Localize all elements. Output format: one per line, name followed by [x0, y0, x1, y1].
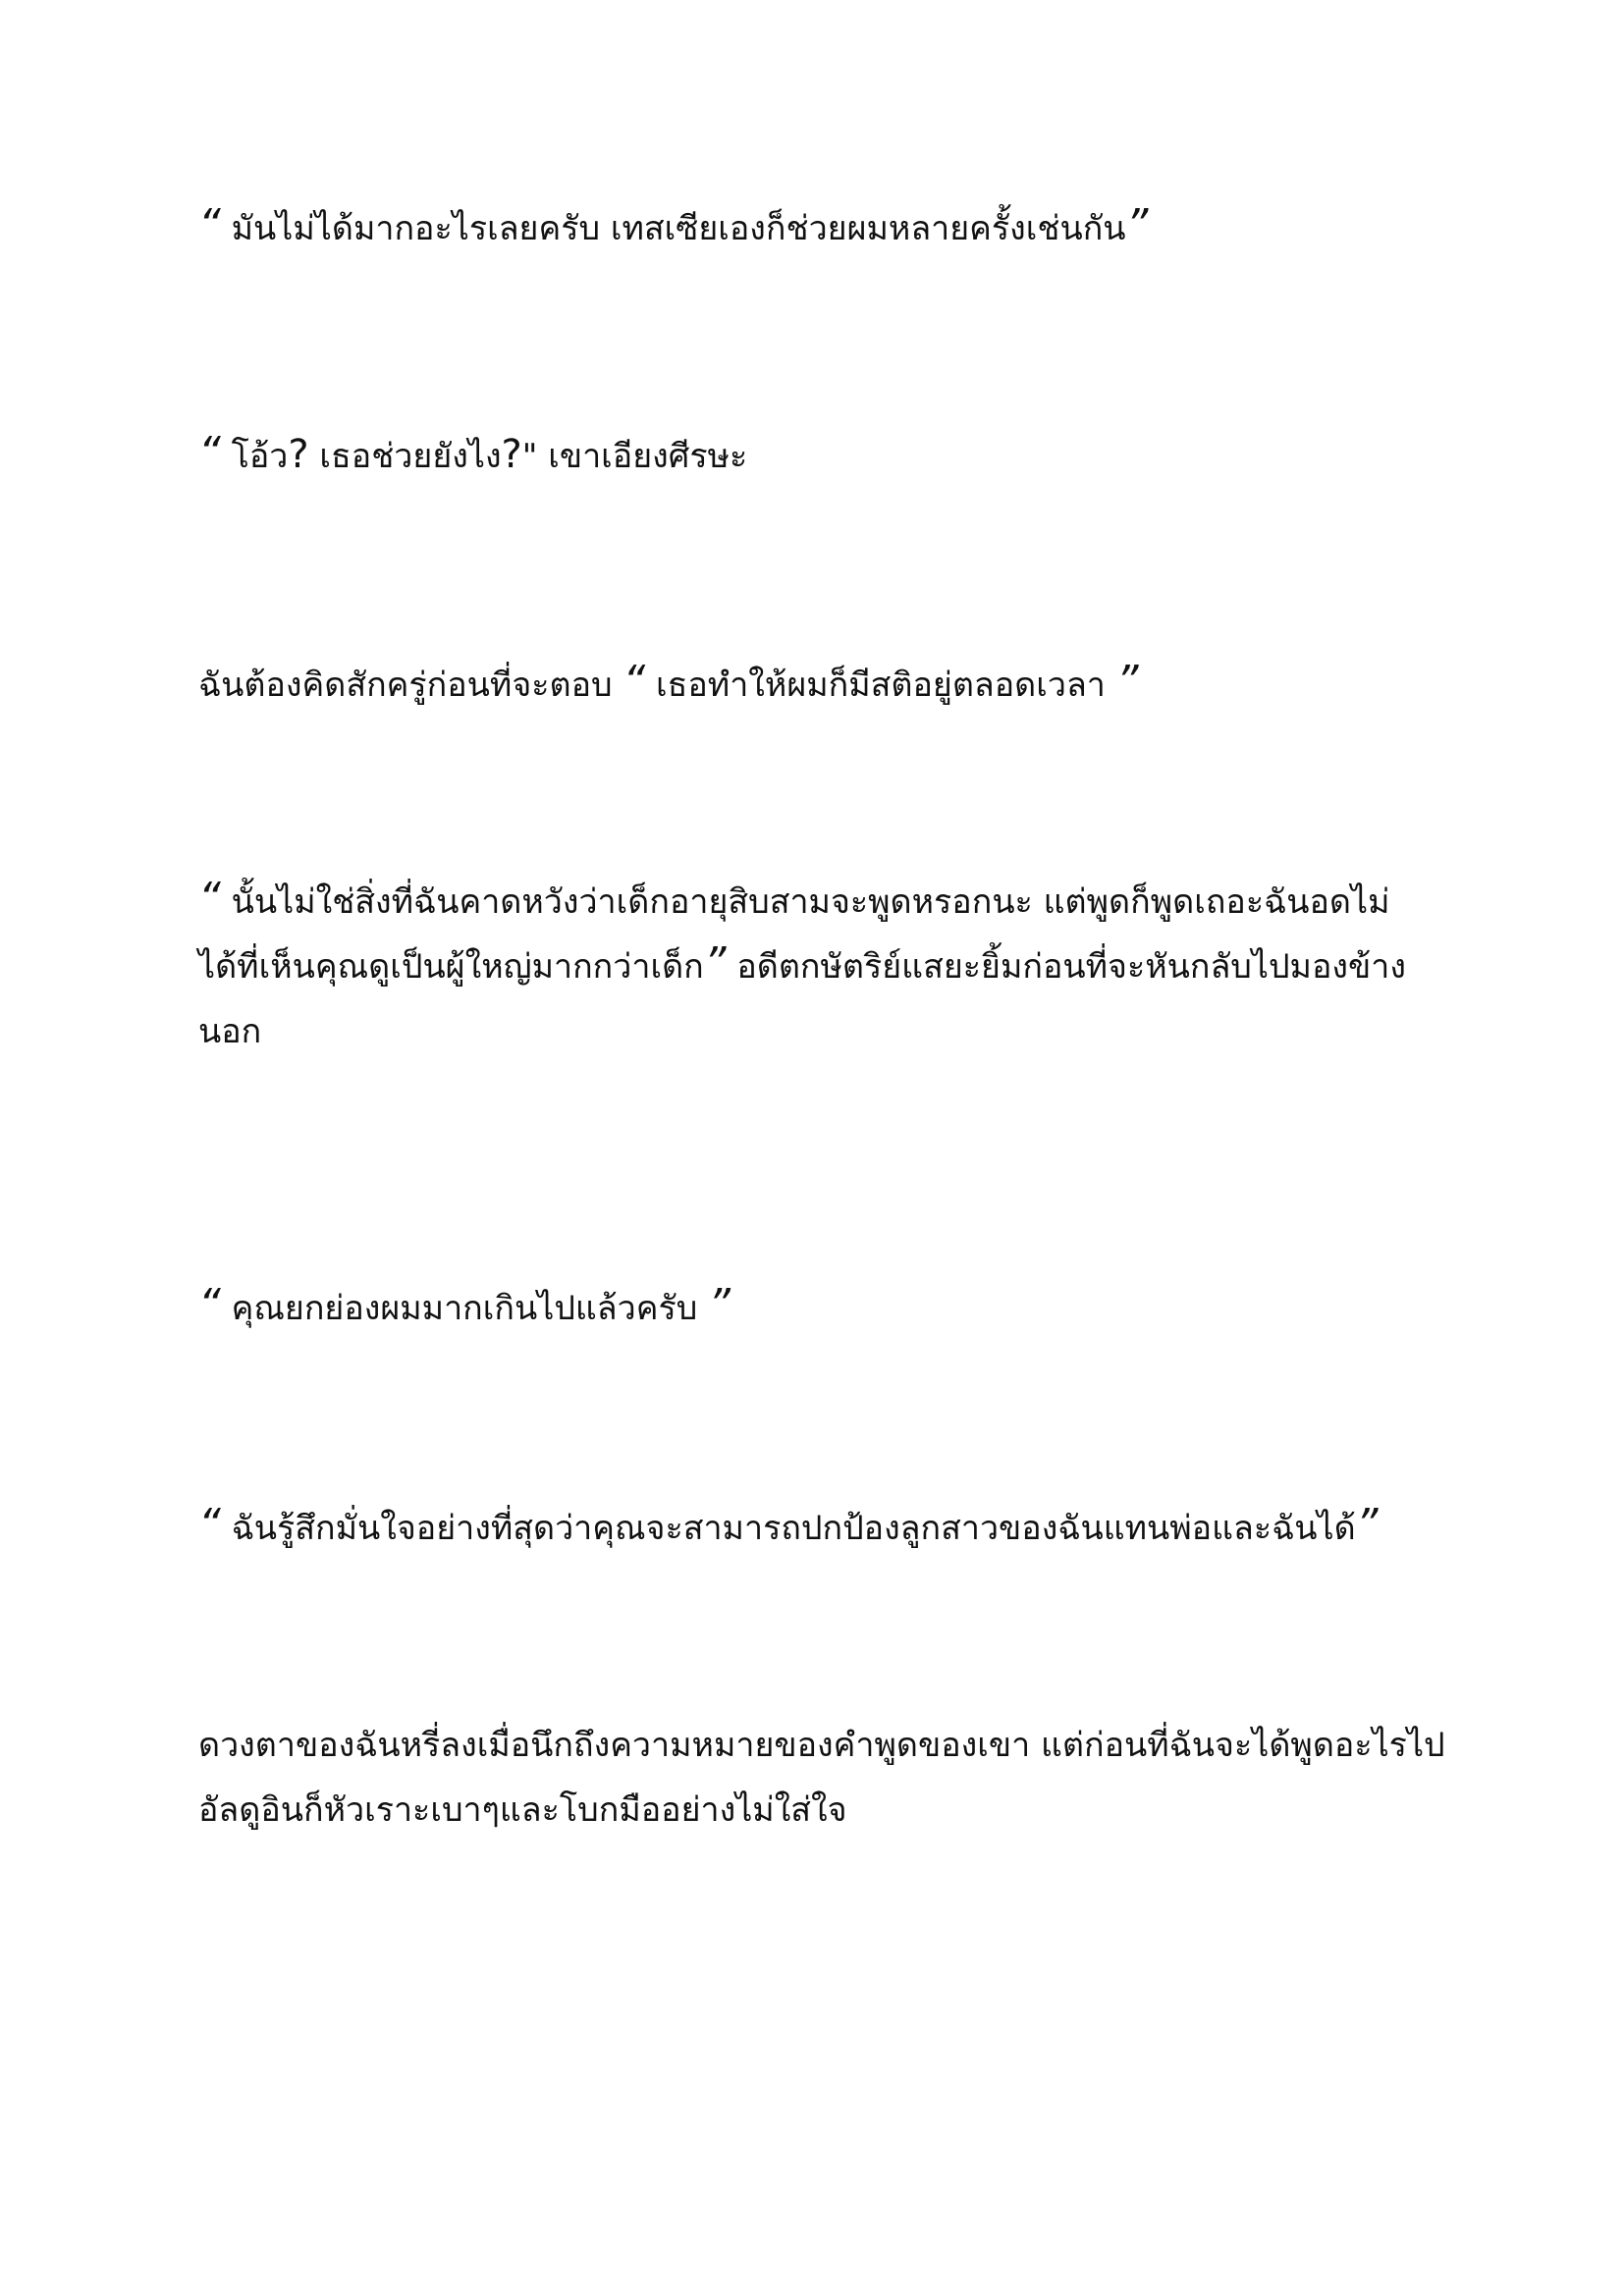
close-quote: ”	[1125, 200, 1149, 250]
paragraph-text-part1: โอ้ว	[220, 437, 289, 476]
paragraph-3	[198, 653, 1445, 718]
paragraph-6	[198, 1496, 1475, 1561]
paragraph-1	[198, 196, 1445, 261]
paragraph-text: ดวงตาของฉันหรี่ลงเมื่อนึกถึงความหมายของคำพูดของเขา แต่ก่อนที่ฉันจะได้พูดอะไรไปอัลดูอินก็หัวเราะเบาๆและโบกมืออย่างไม่ใส่ใจ	[198, 1726, 1445, 1830]
question-mark: ?	[501, 432, 522, 477]
paragraph-text: คุณยกย่องผมมากเกินไปแล้วครับ	[220, 1289, 709, 1328]
paragraph-7	[198, 1713, 1445, 1842]
paragraph-text: มันไม่ได้มากอะไรเลยครับ เทสเซียเองก็ช่วยผมหลายครั้งเช่นกัน	[220, 209, 1126, 248]
close-quote: ”	[708, 1280, 731, 1330]
open-quote: “	[198, 874, 221, 924]
paragraph-text: เธอทำให้ผมก็มีสติอยู่ตลอดเวลา	[645, 666, 1116, 705]
paragraph-text: นั้นไม่ใช่สิ่งที่ฉันคาดหวังว่าเด็กอายุสิบสามจะพูดหรอกนะ แต่พูดก็พูดเถอะฉันอดไม่ได้ที่เห็นคุณดูเป็นผู้ใหญ่มากกว่าเด็ก	[198, 882, 1390, 987]
close-quote: ”	[1355, 1500, 1379, 1550]
paragraph-text-part3: " เขาเอียงศีรษะ	[521, 437, 748, 476]
paragraph-prefix: ฉันต้องคิดสักครู่ก่อนที่จะตอบ	[198, 666, 623, 705]
paragraph-2	[198, 424, 1445, 489]
paragraph-4	[198, 870, 1445, 1064]
paragraph-text-part2: เธอช่วยยังไง	[308, 437, 502, 476]
close-quote: ”	[1115, 657, 1139, 707]
close-quote: ”	[703, 938, 727, 988]
paragraph-5	[198, 1276, 1445, 1341]
open-quote: “	[198, 1280, 221, 1330]
open-quote: “	[198, 1500, 221, 1550]
open-quote: “	[198, 200, 221, 250]
paragraph-suffix: อดีตกษัตริย์แสยะยิ้มก่อนที่จะหันกลับไปมองข้างนอก	[198, 947, 1406, 1051]
open-quote: “	[623, 657, 646, 707]
question-mark: ?	[288, 432, 309, 477]
open-quote: “	[198, 428, 221, 478]
paragraph-text: ฉันรู้สึกมั่นใจอย่างที่สุดว่าคุณจะสามารถปกป้องลูกสาวของฉันแทนพ่อและฉันได้	[220, 1509, 1356, 1548]
